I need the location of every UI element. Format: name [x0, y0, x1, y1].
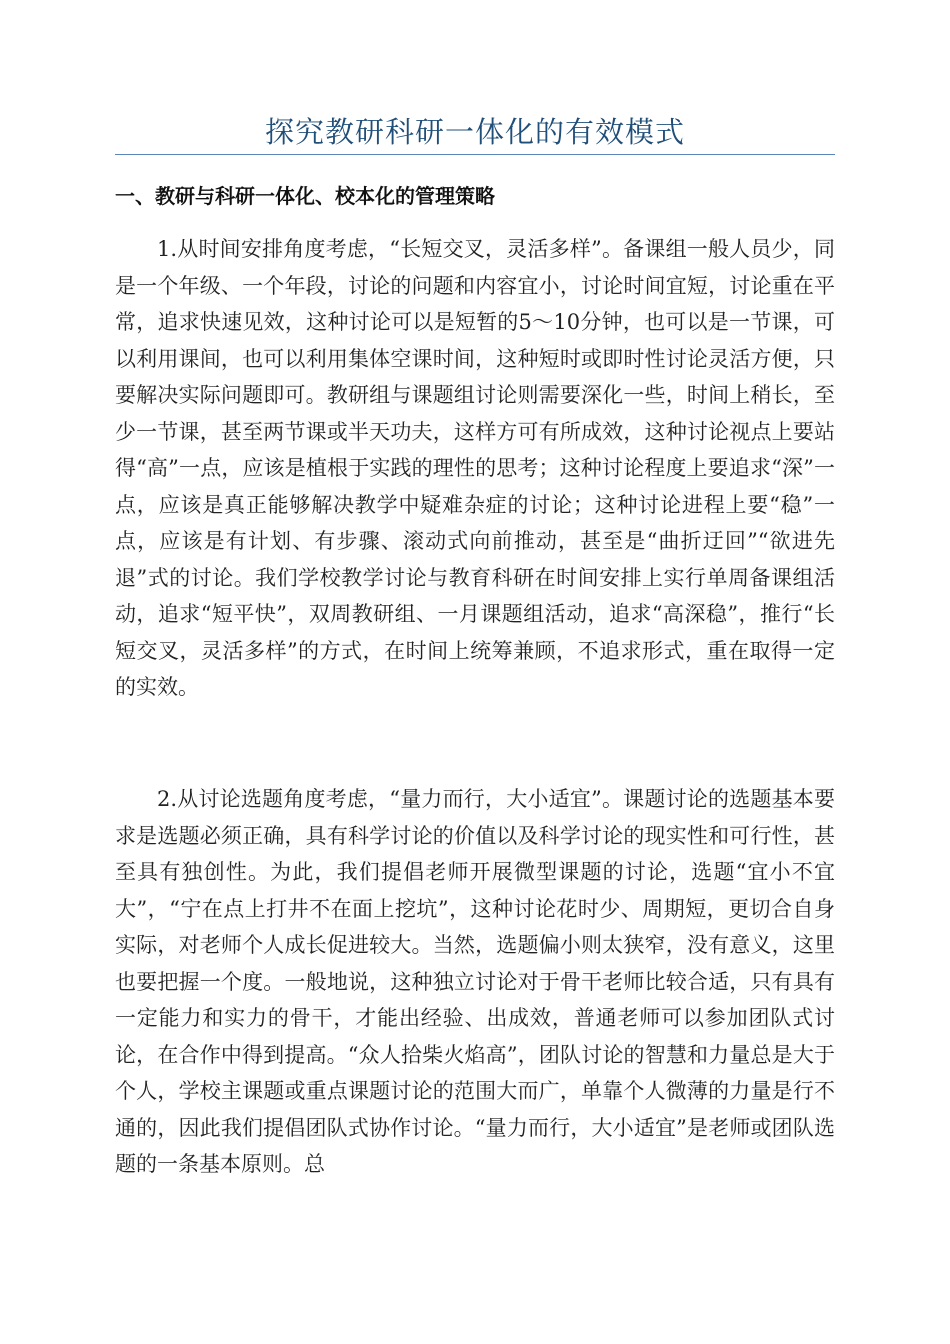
title-underline — [115, 154, 835, 155]
paragraph-2: 2.从讨论选题角度考虑，“量力而行，大小适宜”。课题讨论的选题基本要求是选题必须正确，具有科学讨论的价值以及科学讨论的现实性和可行性，甚至具有独创性。为此，我们提倡老师开展微型课题的讨论，选题“宜小不宜大”，“宁在点上打井不在面上挖坑”，这种讨论花时少、周期短，更切合自身实际，对老师个人成长促进较大。当然，选题偏小则太狭窄，没有意义，这里也要把握一个度。一般地说，这种独立讨论对于骨干老师比较合适，只有具有一定能力和实力的骨干，才能出经验、出成效，普通老师可以参加团队式讨论，在合作中得到提高。“众人拾柴火焰高”，团队讨论的智慧和力量总是大于个人，学校主课题或重点课题讨论的范围大而广，单靠个人微薄的力量是行不通的，因此我们提倡团队式协作讨论。“量力而行，大小适宜”是老师或团队选题的一条基本原则。总 — [115, 787, 835, 1176]
paragraph-1: 1.从时间安排角度考虑，“长短交叉，灵活多样”。备课组一般人员少，同是一个年级、一个年段，讨论的问题和内容宜小，讨论时间宜短，讨论重在平常，追求快速见效，这种讨论可以是短暂的5～10分钟，也可以是一节课，可以利用课间，也可以利用集体空课时间，这种短时或即时性讨论灵活方便，只要解决实际问题即可。教研组与课题组讨论则需要深化一些，时间上稍长，至少一节课，甚至两节课或半天功夫，这样方可有所成效，这种讨论视点上要站得“高”一点，应该是植根于实践的理性的思考；这种讨论程度上要追求“深”一点，应该是真正能够解决教学中疑难杂症的讨论；这种讨论进程上要“稳”一点，应该是有计划、有步骤、滚动式向前推动，甚至是“曲折迂回”“欲进先退”式的讨论。我们学校教学讨论与教育科研在时间安排上实行单周备课组活动，追求“短平快”，双周教研组、一月课题组活动，追求“高深稳”，推行“长短交叉，灵活多样”的方式，在时间上统筹兼顾，不追求形式，重在取得一定的实效。 — [115, 237, 835, 699]
document-title: 探究教研科研一体化的有效模式 — [264, 115, 685, 149]
section-heading: 一、教研与科研一体化、校本化的管理策略 — [115, 184, 495, 208]
